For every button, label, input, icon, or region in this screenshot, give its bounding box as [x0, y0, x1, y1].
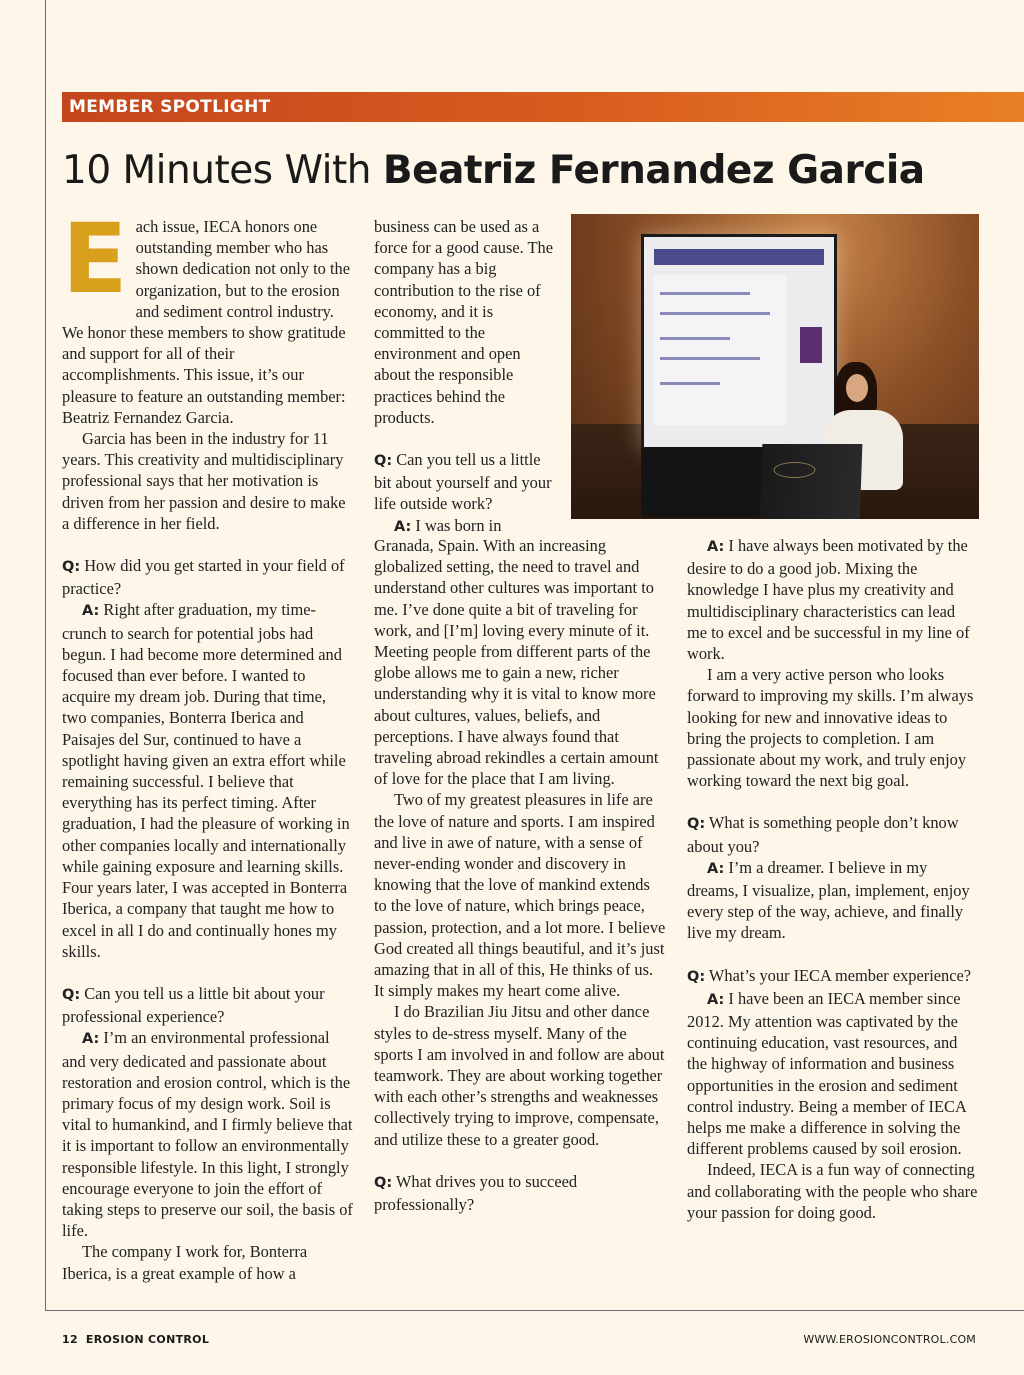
- answer-text: Right after graduation, my time-crunch to search for potential jobs had begun. I had become more determined and focused than ever before. I wanted to acquire my dream job. During that time, two companies, Bonterra Iberica and Paisajes del Sur, continued to have a spotlight having given an extra effort while remaining successful. I believe that everything has its perfect timing. After graduation, I had the pleasure of working in other companies locally and internationally while gaining exposure and learning skills. Four years later, I was accepted in Bonterra Iberica, a company that taught me how to excel in all I do and continually hones my skills.: [62, 600, 350, 961]
- headline-lead: 10 Minutes With: [62, 148, 383, 193]
- answer-label: A:: [707, 539, 725, 555]
- answer: [687, 535, 979, 664]
- paragraph: Two of my greatest pleasures in life are the love of nature and sports. I am inspired and live in awe of nature, with a sense of never-ending wonder and discovery in knowing that the love of mankind extends to the love of nature, which brings peace, passion, protection, and a lot more. I believe God created all things beautiful, and it’s just amazing that in all of this, He thinks of us. It simply makes my heart come alive.: [374, 790, 666, 1001]
- question-label: Q:: [62, 986, 81, 1003]
- question-label: Q:: [687, 816, 706, 833]
- question-label: Q:: [374, 1174, 393, 1191]
- question-label: Q:: [687, 968, 706, 985]
- answer: [687, 857, 979, 944]
- paragraph: I do Brazilian Jiu Jitsu and other dance styles to de-stress myself. Many of the sports I am involved in and follow are about teamwork. They are about working together with each other’s strengths and weaknesses collectively trying to improve, compensate, and utilize these to a greater good.: [374, 1002, 665, 1149]
- page-number: 12: [62, 1333, 78, 1346]
- question-text: What is something people don’t know about you?: [687, 813, 959, 856]
- question: [62, 983, 354, 1027]
- intro-text: ach issue, IECA honors one outstanding member who has shown dedication not only to the organization, but to the erosion and sediment control industry. We honor these members to show gratitude and support for all of their accomplishments. This issue, it’s our pleasure to feature an outstanding member: Beatriz Fernandez Garcia.: [62, 217, 350, 427]
- question-label: Q:: [62, 559, 81, 576]
- section-label: MEMBER SPOTLIGHT: [69, 97, 271, 117]
- lectern-logo: [773, 462, 816, 478]
- slide-line: [660, 382, 720, 385]
- paragraph: I am a very active person who looks forward to improving my skills. I’m always looking for new and innovative ideas to bring the projects to completion. I am passionate about my work, and truly enjoy working toward the next big goal.: [687, 665, 974, 791]
- section-banner: [62, 92, 1024, 122]
- answer-text: I’m an environmental professional and very dedicated and passionate about restoration and erosion control, which is the primary focus of my design work. Soil is vital to humankind, and I firmly believe that it is important to follow an environmentally responsible lifestyle. In this light, I strongly encourage everyone to join the effort of taking steps to preserve our soil, the basis of life.: [62, 1028, 353, 1241]
- lectern: [760, 444, 863, 519]
- answer-label: A:: [82, 1031, 100, 1048]
- question: [687, 965, 979, 988]
- answer-text: I have always been motivated by the desire to do a good job. Mixing the knowledge I have plus my creativity and multidisciplinary characteristics can lead me to excel and be successful in my line of work.: [687, 536, 970, 664]
- answer-label: A:: [394, 518, 412, 535]
- question-text: What’s your IECA member experience?: [705, 965, 972, 985]
- answer: [62, 599, 354, 961]
- paragraph: Garcia has been in the industry for 11 years. This creativity and multidisciplinary professional says that her motivation is driven from her passion and desire to make a difference in her field.: [62, 429, 346, 533]
- question: [374, 449, 559, 515]
- publication-name: EROSION CONTROL: [85, 1333, 210, 1346]
- presentation-photo: [571, 214, 979, 519]
- slide-line: [660, 337, 730, 340]
- answer-continued: Granada, Spain. With an increasing globalized setting, the need to travel and understand other cultures was important to me. I’ve done quite a bit of traveling for work, and [I’m] loving every minute of it. Meeting people from different parts of the globe allows me to gain a new, richer understanding why it is vital to know more about cultures, values, beliefs, and perceptions. I have always found that traveling abroad rekindles a certain amount of love for the place that I am living.: [374, 536, 659, 789]
- paragraph: The company I work for, Bonterra Iberica, is a great example of how a: [62, 1242, 308, 1283]
- margin-rule: [45, 0, 46, 1310]
- column-1: [62, 203, 354, 1284]
- question-text: How did you get started in your field of practice?: [62, 556, 345, 599]
- answer-label: A:: [82, 603, 100, 620]
- footer-rule: [45, 1310, 1024, 1311]
- slide-header: [654, 249, 824, 265]
- question-label: Q:: [374, 453, 393, 470]
- slide-line: [660, 292, 750, 295]
- column-3: [687, 535, 979, 1223]
- drop-cap: E: [62, 203, 128, 315]
- column-2-bottom: [374, 535, 666, 1215]
- website-link[interactable]: WWW.EROSIONCONTROL.COM: [803, 1333, 976, 1346]
- footer-folio: [62, 1333, 209, 1346]
- answer: [687, 988, 979, 1160]
- question: [62, 555, 354, 599]
- question: [687, 812, 979, 856]
- paragraph: Indeed, IECA is a fun way of connecting and collaborating with the people who share your passion for doing good.: [687, 1160, 978, 1222]
- answer-label: A:: [707, 860, 725, 877]
- slide-line: [660, 312, 770, 315]
- question-text: Can you tell us a little bit about your professional experience?: [62, 983, 325, 1027]
- question: [374, 1171, 666, 1215]
- answer-text: I’m a dreamer. I believe in my dreams, I visualize, plan, implement, enjoy every step of the way, achieve, and finally live my dream.: [687, 857, 970, 943]
- projection-screen: [641, 234, 837, 450]
- answer-text: I was born in: [411, 515, 502, 535]
- speaker-face: [846, 374, 868, 402]
- headline-name: Beatriz Fernandez Garcia: [382, 148, 925, 193]
- question-text: What drives you to succeed professionally?: [374, 1171, 578, 1215]
- column-2-top: [374, 216, 559, 538]
- intro-paragraph: [62, 203, 354, 428]
- slide-line: [660, 357, 760, 360]
- article-headline: [62, 148, 925, 193]
- answer-text: I have been an IECA member since 2012. My attention was captivated by the continuing education, vast resources, and the highway of information and business opportunities in the erosion and sediment control industry. Being a member of IECA helps me make a difference in solving the different problems caused by soil erosion.: [687, 988, 966, 1159]
- answer-label: A:: [707, 991, 725, 1008]
- paragraph: business can be used as a force for a good cause. The company has a big contribution to the rise of economy, and it is committed to the environment and open about the responsible practices behind the products.: [374, 217, 554, 427]
- slide-body: [654, 275, 786, 425]
- slide-image: [800, 327, 822, 363]
- question-text: Can you tell us a little bit about yourself and your life outside work?: [374, 450, 552, 514]
- answer: [62, 1027, 354, 1241]
